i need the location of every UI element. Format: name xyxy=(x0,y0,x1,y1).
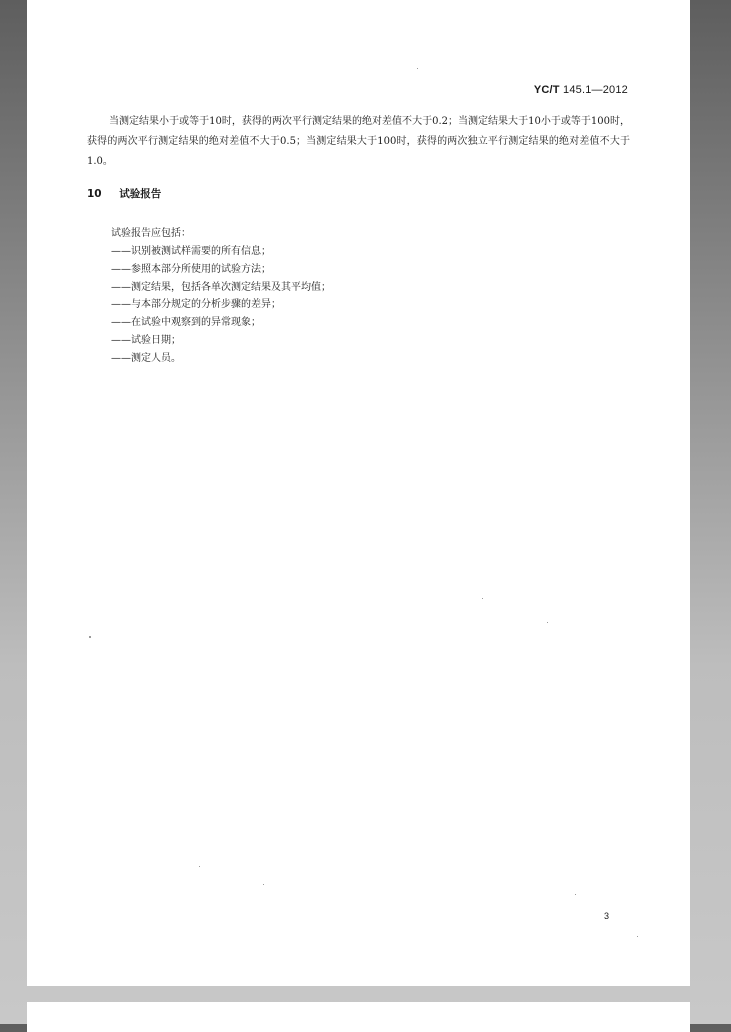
standard-code: YC/T xyxy=(533,84,560,96)
list-item: ——测定结果，包括各单次测定结果及其平均值； xyxy=(111,281,331,293)
page-number: 3 xyxy=(604,911,610,921)
list-item: ——试验日期； xyxy=(111,334,181,346)
list-item: ——与本部分规定的分析步骤的差异； xyxy=(111,299,281,311)
section-number: 10 xyxy=(87,188,102,200)
section-heading xyxy=(87,186,161,201)
standard-number: 145.1—2012 xyxy=(563,84,628,96)
list-item: ——识别被测试样需要的所有信息； xyxy=(111,246,271,257)
scan-speck xyxy=(575,894,576,895)
list-item: ——测定人员。 xyxy=(111,352,181,364)
precision-paragraph: 当测定结果小于或等于10时，获得的两次平行测定结果的绝对差值不大于0.2；当测定结果大于10小于或等于100时，获得的两次平行测定结果的绝对差值不大于0.5；当测定结果大于100时，获得的两次独立平行测定结果的绝对差值不大于1.0。 xyxy=(87,116,630,167)
report-intro: 试验报告应包括： xyxy=(111,228,191,239)
page-header xyxy=(534,84,628,96)
list-item: ——参照本部分所使用的试验方法； xyxy=(111,263,271,275)
scan-speck xyxy=(199,866,200,867)
section-title: 试验报告 xyxy=(119,188,162,200)
scan-speck xyxy=(482,598,483,599)
list-item: ——在试验中观察到的异常现象； xyxy=(111,317,261,329)
scan-speck xyxy=(417,68,418,69)
scan-speck xyxy=(89,636,91,638)
next-page-edge xyxy=(27,1002,690,1032)
scan-speck xyxy=(637,936,638,937)
document-page xyxy=(27,0,690,986)
scan-speck xyxy=(547,622,548,623)
report-items-list xyxy=(111,243,331,368)
scan-speck xyxy=(263,884,264,885)
